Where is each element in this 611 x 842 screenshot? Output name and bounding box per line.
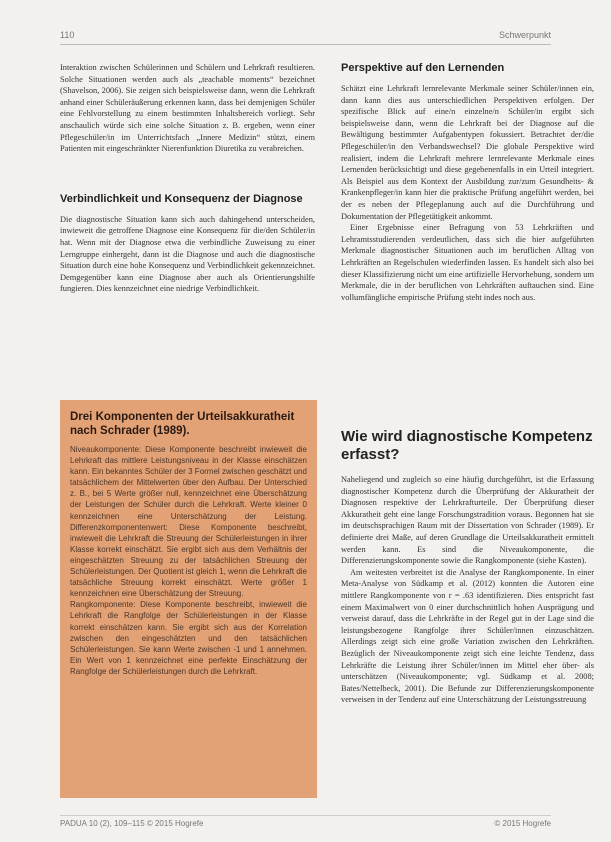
left-column (60, 62, 315, 295)
intro-paragraph: Interaktion zwischen Schülerinnen und Schülern und Lehrkraft resultieren. Solche Situationen werden auch als „teachable moments“ bezeichnet (Shavelson, 2006). Sie zeigen sich beispielsweise dann, wenn die Lehrkraft anhand einer Schüleräußerung erkennen kann, dass bei demjenigen Schüler eine Fehlvorstellung zu einem bestimmten Inhaltsbereich vorliegt. Sehr anschaulich würde sich eine solche Situation z. B. ergeben, wenn einer Pflegeschüler/in im Unterrichtsfach „Innere Medizin“ stützt, einem Patienten mit eingeschränkter Nierenfunktion Diuretika zu verabreichen. (60, 63, 315, 154)
info-box (60, 400, 317, 798)
heading-perspektive: Perspektive auf den Lernenden (341, 62, 505, 74)
paragraph-verbindlichkeit: Die diagnostische Situation kann sich auch dahingehend unterscheiden, inwieweit die getroffene Diagnose eine Konsequenz für die/den Schüler/in hat. Wenn mit der Diagnose etwa die verbindliche Zuweisung zu einer Lerngruppe einhergeht, dann ist die Diagnose und auch die diagnostische Situation durch eine hohe Konsequenz und Verbindlichkeit gekennzeichnet. Demgegenüber kann eine Diagnose aber auch als Orientierungshilfe fungieren. Dies kennzeichnet eine niedrige Verbindlichkeit. (60, 214, 315, 294)
info-box-paragraph-2: Rangkomponente: Diese Komponente beschreibt, inwieweit die Lehrkraft die Rangfolge der Schülerleistungen in der Klasse korrekt einschätzen kann. Sie ergibt sich aus der Korrelation zwischen den eingeschätzten und den tatsächlichen Schülerleistungen. Sie kann Werte zwischen -1 und 1 annehmen. Ein Wert von 1 kennzeichnet eine perfekte Einschätzung der Rangfolge der Schülerleistungen durch die Lehrkraft. (70, 600, 307, 676)
section-label: Schwerpunkt (498, 30, 551, 40)
heading-verbindlichkeit: Verbindlichkeit und Konsequenz der Diagnose (60, 192, 303, 205)
paragraph-perspektive-1: Schätzt eine Lehrkraft lernrelevante Merkmale seiner Schüler/innen ein, dann kann dies aus unterschiedlichen Perspektiven erfolgen. Der spezifische Blick auf eine/n einzelne/n Schüler/in ergibt sich beispielsweise dann, wenn die Lehrkraft bei der Diagnose auf die Bewältigung bestimmter Aufgabentypen fokussiert. Betrachtet der/die Pflegeschüler/in den Verbandswechsel? Die globale Perspektive wird realisiert, indem die Lehrkraft mehrere lernrelevante Merkmale eines Lernenden berücksichtigt und diese gegebenenfalls in ein Urteil integriert. Als Beispiel aus dem Kontext der Ausbildung zur/zum Gesundheits- & Krankenpfleger/in kann hier die praktische Prüfung angeführt werden, bei der es neben der Pflegeplanung auch auf die Durchführung und Dokumentation der Pflegetätigkeit ankommt. (341, 84, 594, 221)
footer-rule (60, 815, 551, 816)
page-number: 110 (60, 30, 75, 40)
right-column-lower (341, 428, 594, 706)
header-rule (60, 44, 551, 45)
paragraph-kompetenz-2: Am weitesten verbreitet ist die Analyse der Rangkomponente. In einer Meta-Analyse von Südkamp et al. (2012) konnten die Autoren eine mittlere Rangkomponente von r = .63 identifizieren. Dies entspricht fast einem Maximalwert von 0 einer durchschnittlich hohen Ausprägung und verweist darauf, dass die Lehrkräfte in der Regel gut in der Lage sind die leistungsbezogene Rangfolge ihrer Schüler/innen einzuschätzen. Allerdings zeigt sich eine große Variation zwischen den Lehrkräften. Bezüglich der Niveaukomponente zeigt sich eine leichte Tendenz, dass Lehrkräfte die Leistung ihrer Schüler/innen im Mittel eher über- als unterschätzen (Niveaukomponente; vgl. Südkamp et al. 2008; Bates/Nettelbeck, 2001). Die Befunde zur Differenzierungskomponente verweisen in der Tendenz auf eine Unterschätzung der Leistungsstreuung (341, 567, 594, 705)
footer-publisher: © 2015 Hogrefe (494, 819, 551, 828)
footer-citation: PADUA 10 (2), 109–115 © 2015 Hogrefe (60, 819, 204, 828)
info-box-paragraph-1: Niveaukomponente: Diese Komponente beschreibt inwieweit die Lehrkraft das mittlere Leistungsniveau in der Klasse einschätzen kann. Ein bekanntes Schüler der 3 Formel zwischen geschätzt und tatsächlichem der Mittelwerten über den Aufbau. Der Unterschied z. B., bei 5 Werte größer null, kennzeichnet eine Überschätzung der Leistungen der Schüler durch die Lehrkraft. Werte kleiner 0 kennzeichnen eine Unterschätzung der Leistung. Differenzkomponentenwert: Diese Komponente beschreibt, inwieweit die Lehrkraft die Streuung der Schülerleistungen in ihrer Klasse korrekt einschätzt. Sie ergibt sich aus dem Verhältnis der eingeschätzten Streuung zu der tatsächlichen Streuung der Schülerleistungen. Der Quotient ist gleich 1, wenn die Lehrkraft die tatsächliche Streuung korrekt einschätzt. Werte größer 1 kennzeichnen eine Überschätzung der Streuung. (70, 445, 307, 599)
heading-kompetenz: Wie wird diagnostische Kompetenz erfasst? (341, 428, 593, 463)
right-column (341, 62, 594, 303)
paragraph-kompetenz-1: Naheliegend und zugleich so eine häufig durchgeführt, ist die Erfassung diagnostischer Kompetenz durch die Überprüfung der Akkuratheit der Diagnosen respektive der Lehrkrafturteile. Der Überprüfung dieser Akkuratheit geht eine lange Forschungstradition voraus. Begonnen hat sie im deutschsprachigen Raum mit der Dissertation von Schrader (1989). Er definierte drei Maße, auf deren Grundlage die Urteilsakkuratheit ermittelt werden kann. Es sind die Niveaukomponente, die Differenzierungskomponente sowie die Rangkomponente (siehe Kasten). (341, 475, 594, 566)
paragraph-perspektive-2: Einer Ergebnisse einer Befragung von 53 Lehrkräften und Lehramtsstudierenden verdeutlichen, dass sich die hier aufgeführten Merkmale diagnostischer Situationen auch im beruflichen Alltag von Lehrkräften an Regelschulen wiederfinden lassen. Es handelt sich also bei dieser Klassifizierung nicht um eine artifizielle Hervorhebung, sondern um Merkmale, die in der beruflichen von Lehrkräften auftauchen sind. Eine vollumfängliche empirische Prüfung steht indes noch aus. (341, 223, 594, 302)
info-box-title: Drei Komponenten der Urteilsakkuratheit nach Schrader (1989). (70, 411, 295, 437)
